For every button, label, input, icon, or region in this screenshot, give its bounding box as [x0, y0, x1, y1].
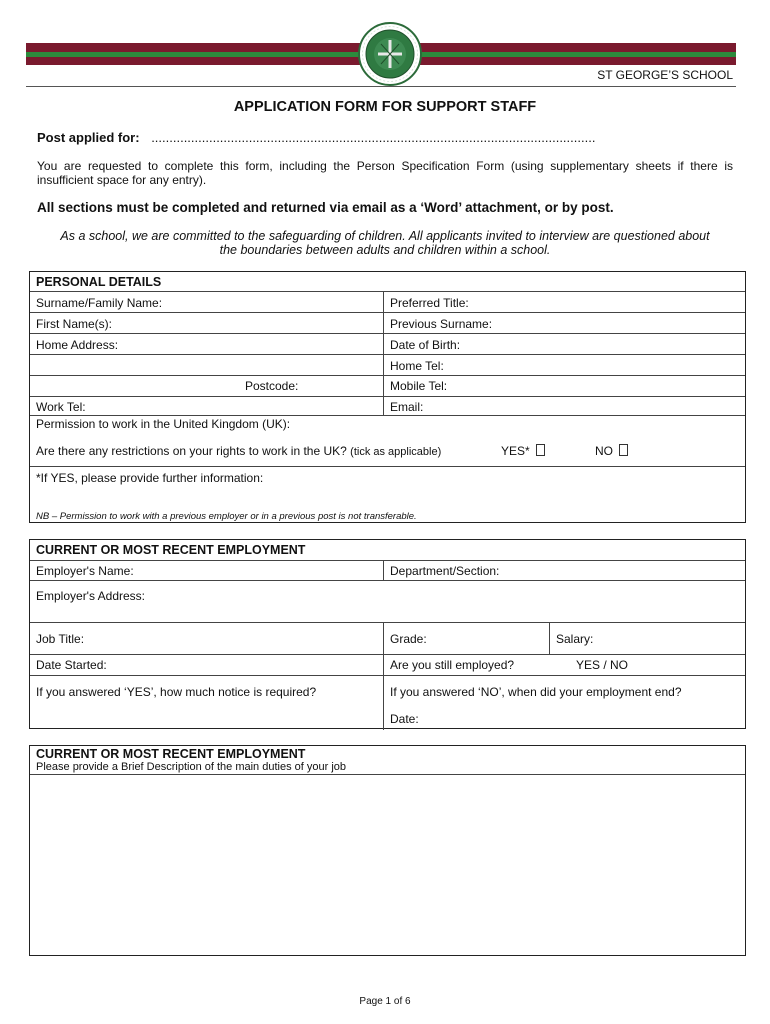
- row-divider: [30, 622, 745, 623]
- page-number: Page 1 of 6: [359, 996, 411, 1007]
- still-employed-answer[interactable]: YES / NO: [576, 658, 629, 672]
- row-divider: [30, 354, 745, 355]
- row-divider: [30, 291, 745, 292]
- row-divider: [30, 375, 745, 376]
- previous-surname-field[interactable]: Previous Surname:: [390, 317, 493, 331]
- mobile-tel-field[interactable]: Mobile Tel:: [390, 379, 448, 393]
- personal-details-table: [29, 271, 746, 523]
- job-title-field[interactable]: Job Title:: [36, 632, 85, 646]
- tick-hint: (tick as applicable): [350, 446, 442, 458]
- employment-table: [29, 539, 746, 729]
- row-divider: [30, 466, 745, 467]
- intro-text: You are requested to complete this form, including the Person Specification Form (using supplementary sheets if there is insufficient space for any entry).: [37, 159, 733, 187]
- employment-heading: CURRENT OR MOST RECENT EMPLOYMENT: [36, 543, 306, 557]
- notice-required-field[interactable]: If you answered ‘YES’, how much notice is required?: [36, 685, 317, 699]
- school-crest-logo: [357, 16, 423, 92]
- form-title: APPLICATION FORM FOR SUPPORT STAFF: [233, 99, 537, 115]
- if-yes-info-field[interactable]: *If YES, please provide further information:: [36, 471, 264, 485]
- date-of-birth-field[interactable]: Date of Birth:: [390, 338, 461, 352]
- no-label: NO: [595, 444, 617, 458]
- employer-name-field[interactable]: Employer's Name:: [36, 564, 134, 578]
- work-tel-field[interactable]: Work Tel:: [36, 400, 86, 414]
- yes-label: YES*: [501, 444, 534, 458]
- department-field[interactable]: Department/Section:: [390, 564, 500, 578]
- checkbox-icon[interactable]: [536, 444, 545, 456]
- column-divider: [549, 622, 550, 654]
- row-divider: [30, 580, 745, 581]
- row-divider: [30, 333, 745, 334]
- post-applied-row: [37, 130, 595, 145]
- restrictions-question: [36, 444, 441, 458]
- row-divider: [30, 415, 745, 416]
- duties-table: [29, 745, 746, 956]
- safeguarding-statement: [37, 229, 733, 257]
- column-divider: [383, 560, 384, 580]
- row-divider: [30, 654, 745, 655]
- row-divider: [30, 396, 745, 397]
- yes-checkbox[interactable]: [501, 444, 545, 458]
- employment-end-question: If you answered ‘NO’, when did your employment end?: [390, 685, 682, 699]
- employment-end-date-field[interactable]: Date:: [390, 712, 419, 726]
- home-address-field[interactable]: Home Address:: [36, 338, 119, 352]
- restrictions-text: Are there any restrictions on your rights to work in the UK?: [36, 444, 347, 458]
- personal-details-heading: PERSONAL DETAILS: [36, 275, 162, 289]
- school-name: ST GEORGE’S SCHOOL: [597, 68, 733, 82]
- preferred-title-field[interactable]: Preferred Title:: [390, 296, 469, 310]
- column-divider: [383, 291, 384, 415]
- duties-description-area[interactable]: [30, 775, 745, 955]
- post-applied-field[interactable]: ...........................................................................................................................: [151, 130, 596, 145]
- column-divider: [383, 622, 384, 730]
- row-divider: [30, 312, 745, 313]
- row-divider: [30, 675, 745, 676]
- employer-address-field[interactable]: Employer's Address:: [36, 589, 146, 603]
- postcode-field[interactable]: Postcode:: [245, 379, 299, 393]
- email-field[interactable]: Email:: [390, 400, 424, 414]
- no-checkbox[interactable]: [595, 444, 628, 458]
- duties-heading: CURRENT OR MOST RECENT EMPLOYMENT: [36, 747, 306, 761]
- salary-field[interactable]: Salary:: [556, 632, 594, 646]
- date-started-field[interactable]: Date Started:: [36, 658, 107, 672]
- header-divider: [26, 86, 736, 87]
- safeguarding-line-1: As a school, we are committed to the safeguarding of children. All applicants invited to interview are questioned about: [60, 229, 710, 243]
- home-tel-field[interactable]: Home Tel:: [390, 359, 444, 373]
- still-employed-question: Are you still employed?: [390, 658, 515, 672]
- grade-field[interactable]: Grade:: [390, 632, 427, 646]
- first-names-field[interactable]: First Name(s):: [36, 317, 112, 331]
- safeguarding-line-2: the boundaries between adults and children within a school.: [219, 243, 551, 257]
- surname-field[interactable]: Surname/Family Name:: [36, 296, 163, 310]
- checkbox-icon[interactable]: [619, 444, 628, 456]
- submission-instructions: All sections must be completed and returned via email as a ‘Word’ attachment, or by post.: [37, 200, 614, 215]
- post-applied-label: Post applied for:: [37, 130, 140, 145]
- row-divider: [30, 560, 745, 561]
- permission-note: NB – Permission to work with a previous employer or in a previous post is not transferable.: [36, 511, 417, 522]
- duties-subtitle: Please provide a Brief Description of the main duties of your job: [36, 761, 346, 773]
- permission-label: Permission to work in the United Kingdom (UK):: [36, 417, 291, 431]
